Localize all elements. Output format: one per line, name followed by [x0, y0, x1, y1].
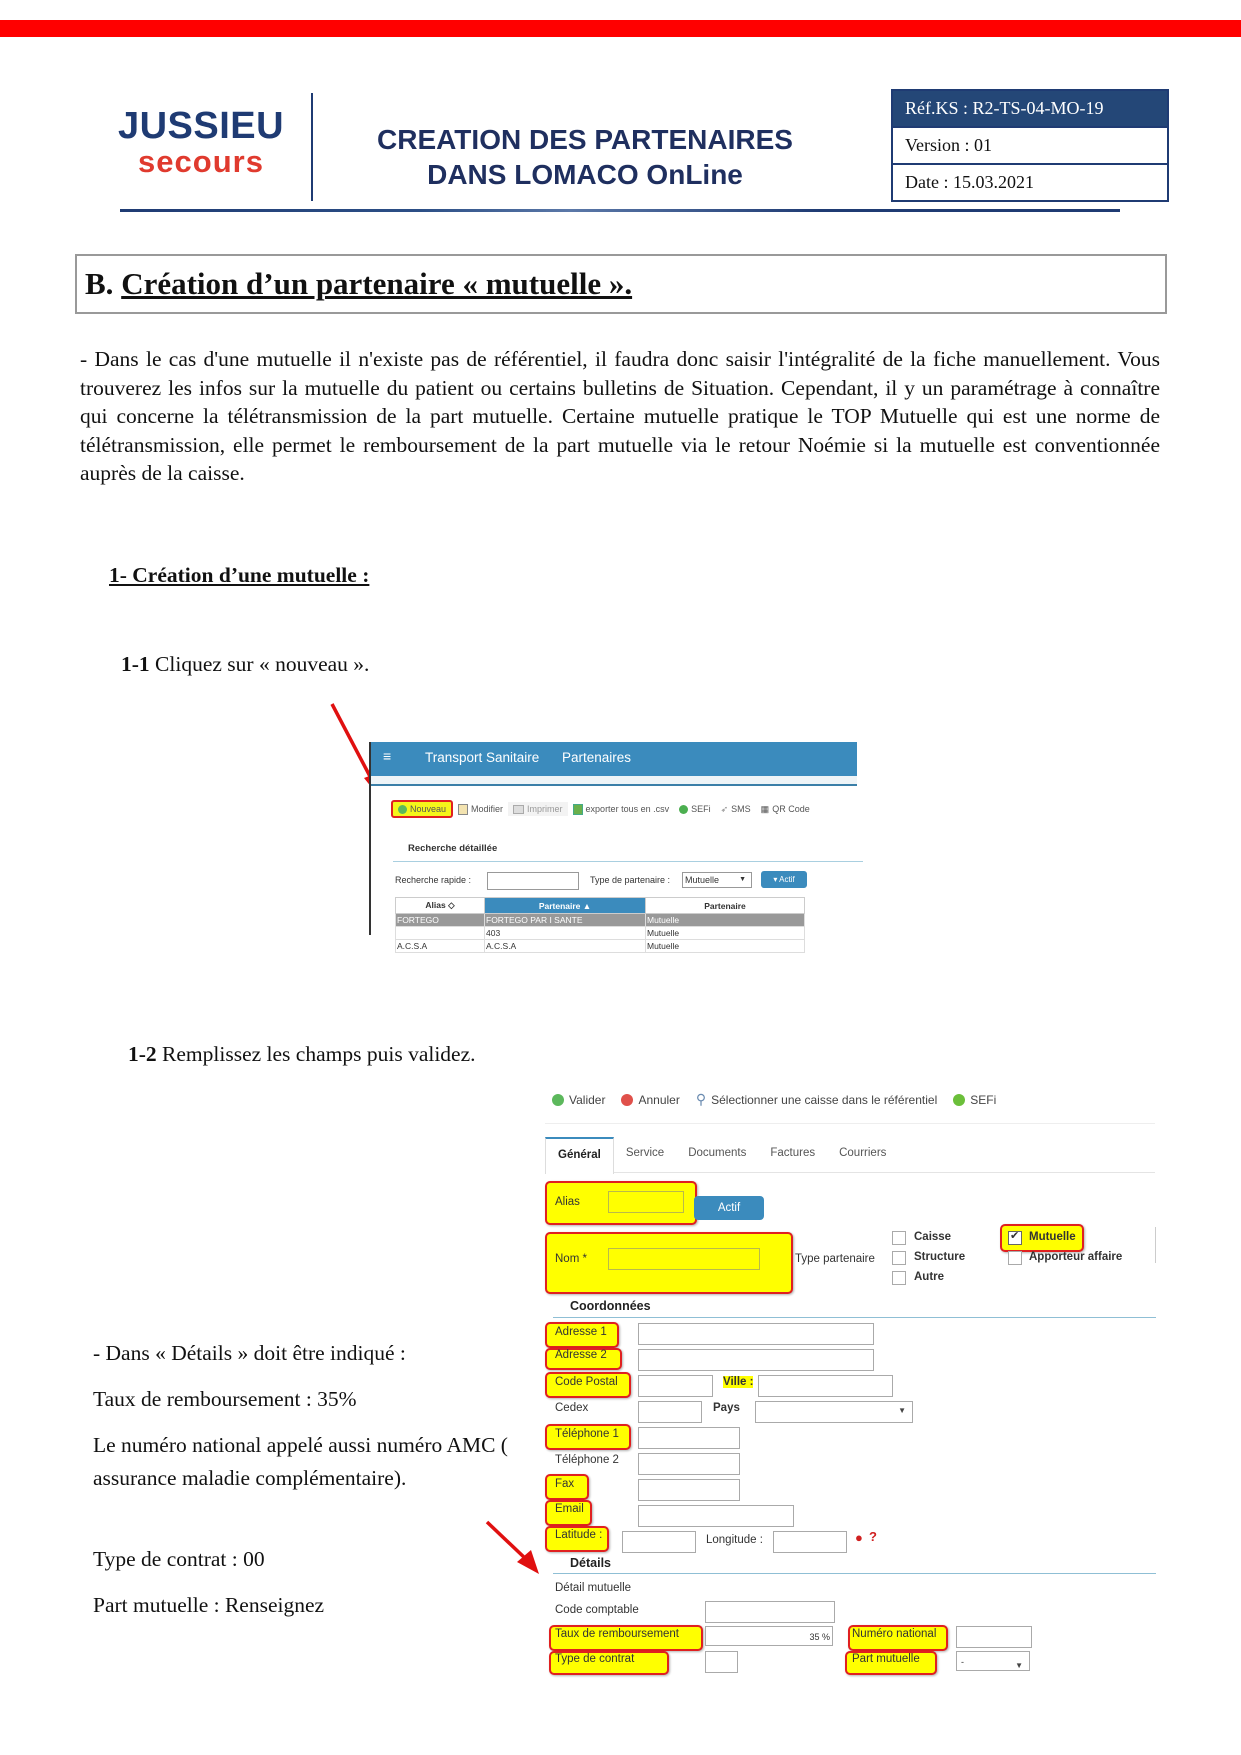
table-header-row	[396, 898, 805, 914]
cell-partenaire: A.C.S.A	[485, 940, 646, 953]
section-title-text: Création d’un partenaire « mutuelle ».	[121, 266, 633, 301]
send-icon: ➶	[720, 803, 729, 814]
print-icon	[513, 805, 524, 814]
sms-label: SMS	[731, 804, 751, 814]
table-row[interactable]	[396, 940, 805, 953]
pays-select[interactable]	[755, 1401, 913, 1423]
tab-general[interactable]: Général	[545, 1137, 614, 1174]
partners-list-screenshot	[369, 742, 857, 951]
fax-input[interactable]	[638, 1479, 740, 1501]
detailed-search-title: Recherche détaillée	[408, 843, 498, 854]
quick-search-input[interactable]	[487, 872, 579, 890]
adresse2-input[interactable]	[638, 1349, 874, 1371]
column-alias[interactable]: Alias ◇	[396, 898, 485, 914]
step-1-2	[128, 1042, 476, 1067]
logo-secours: secours	[138, 144, 264, 179]
quick-search-label: Recherche rapide :	[395, 875, 472, 885]
alias-input[interactable]	[608, 1191, 684, 1213]
details-note-numero: Le numéro national appelé aussi numéro AMC ( assurance maladie complémentaire).	[93, 1433, 508, 1490]
part-mutuelle-select[interactable]	[956, 1651, 1030, 1671]
partner-form-screenshot	[545, 1085, 1165, 1675]
tab-courriers[interactable]: Courriers	[839, 1147, 887, 1159]
document-title-line2: DANS LOMACO OnLine	[427, 159, 743, 190]
checkbox-mutuelle[interactable]	[1008, 1231, 1022, 1245]
plus-circle-icon	[552, 1094, 564, 1106]
cell-partenaire: FORTEGO PAR I SANTE	[485, 914, 646, 927]
telephone1-input[interactable]	[638, 1427, 740, 1449]
checkbox-caisse[interactable]	[892, 1231, 906, 1245]
edit-icon	[458, 804, 468, 815]
annuler-button[interactable]	[621, 1093, 679, 1107]
select-caisse-button[interactable]	[696, 1091, 937, 1108]
section-prefix: B.	[85, 266, 114, 301]
step-1-2-number: 1-2	[128, 1042, 157, 1066]
details-note-part: Part mutuelle : Renseignez	[93, 1593, 325, 1617]
nom-input[interactable]	[608, 1248, 760, 1270]
geolocate-icon[interactable]: ●	[855, 1530, 863, 1545]
details-note-intro: - Dans « Détails » doit être indiqué :	[93, 1341, 406, 1365]
taux-label: Taux de remboursement	[555, 1628, 680, 1640]
code-postal-label: Code Postal	[555, 1376, 618, 1388]
partner-type-select[interactable]	[682, 872, 752, 888]
search-title-rule	[393, 861, 863, 862]
modifier-button[interactable]	[453, 802, 508, 817]
actif-filter-button[interactable]	[761, 871, 807, 888]
step-1-1-text: Cliquez sur « nouveau ».	[149, 652, 370, 676]
nav-partenaires[interactable]: Partenaires	[562, 750, 632, 765]
form-tabs	[545, 1137, 1155, 1173]
coordonnees-rule	[553, 1317, 1156, 1318]
details-note-taux: Taux de remboursement : 35%	[93, 1387, 357, 1411]
table-row[interactable]	[396, 914, 805, 927]
type-contrat-input[interactable]	[705, 1651, 738, 1673]
cell-alias: FORTEGO	[396, 914, 485, 927]
coordonnees-title: Coordonnées	[570, 1299, 651, 1313]
structure-label: Structure	[914, 1251, 966, 1263]
cell-alias: A.C.S.A	[396, 940, 485, 953]
app-navbar	[371, 742, 857, 776]
cell-partenaire: 403	[485, 927, 646, 940]
tab-service[interactable]: Service	[625, 1147, 665, 1159]
navbar-underline	[371, 776, 857, 786]
code-comptable-label: Code comptable	[555, 1604, 639, 1616]
qr-code-label: QR Code	[772, 804, 810, 814]
nouveau-button[interactable]	[391, 800, 453, 818]
ville-input[interactable]	[758, 1375, 893, 1397]
imprimer-label: Imprimer	[527, 804, 563, 814]
ville-label: Ville :	[723, 1376, 754, 1388]
email-label: Email	[555, 1503, 584, 1515]
latitude-label: Latitude :	[555, 1529, 603, 1541]
caisse-label: Caisse	[914, 1231, 952, 1243]
tab-factures[interactable]: Factures	[770, 1147, 816, 1159]
nav-transport-sanitaire[interactable]: Transport Sanitaire	[425, 750, 540, 765]
csv-icon	[573, 804, 583, 815]
adresse1-input[interactable]	[638, 1323, 874, 1345]
table-row[interactable]	[396, 927, 805, 940]
email-input[interactable]	[638, 1505, 794, 1527]
document-title	[335, 122, 835, 192]
telephone2-input[interactable]	[638, 1453, 740, 1475]
chevron-down-icon: ▼	[1015, 1661, 1023, 1670]
adresse2-label: Adresse 2	[555, 1349, 607, 1361]
sefi-label: SEFi	[691, 804, 711, 814]
chevron-down-icon: ▾	[773, 875, 780, 884]
telephone1-label: Téléphone 1	[555, 1428, 619, 1440]
checkbox-autre[interactable]	[892, 1271, 906, 1285]
minus-circle-icon	[621, 1094, 633, 1106]
chevron-down-icon: ▼	[739, 876, 746, 883]
tab-documents[interactable]: Documents	[688, 1147, 747, 1159]
partner-type-label: Type de partenaire :	[590, 875, 671, 885]
details-note-contrat: Type de contrat : 00	[93, 1547, 265, 1571]
imprimer-button[interactable]	[508, 802, 568, 816]
chevron-down-icon: ▼	[898, 1406, 906, 1415]
menu-icon[interactable]: ≡	[383, 748, 392, 764]
sefi-button[interactable]	[674, 802, 716, 816]
section-heading-box	[75, 254, 1167, 314]
type-partenaire-label: Type partenaire	[795, 1253, 875, 1265]
form-toolbar	[552, 1091, 996, 1108]
nouveau-label: Nouveau	[410, 804, 447, 814]
taux-input[interactable]: 35 %	[705, 1626, 833, 1646]
cell-alias	[396, 927, 485, 940]
search-bar	[395, 870, 865, 890]
step-1-1	[121, 652, 369, 677]
plus-circle-icon	[398, 805, 407, 814]
autre-label: Autre	[914, 1271, 945, 1283]
search-icon: ⚲	[695, 1091, 707, 1107]
export-csv-button[interactable]	[568, 802, 675, 817]
cedex-label: Cedex	[555, 1402, 589, 1414]
nom-label: Nom *	[555, 1253, 587, 1265]
adresse1-label: Adresse 1	[555, 1326, 607, 1338]
red-arrow-icon	[483, 1518, 543, 1578]
detail-mutuelle-label: Détail mutuelle	[555, 1582, 632, 1594]
reference-code: Réf.KS : R2-TS-04-MO-19	[893, 91, 1167, 126]
telephone2-label: Téléphone 2	[555, 1454, 619, 1466]
partner-type-value: Mutuelle	[685, 875, 720, 885]
checkbox-structure[interactable]	[892, 1251, 906, 1265]
sefi-icon	[679, 805, 688, 814]
qr-code-button[interactable]	[756, 802, 815, 817]
intro-paragraph: - Dans le cas d'une mutuelle il n'existe pas de référentiel, il faudra donc saisir l'intégralité de la fiche manuellement. Vous trouverez les infos sur la mutuelle du patient ou certains bulletins de Situation. Cependant, il y un paramétrage à connaître qui concerne la télétransmission de la part mutuelle. Certaine mutuelle pratique le TOP Mutuelle qui est une norme de télétransmission, elle permet le remboursement de la part mutuelle via le retour Noémie si la mutuelle est conventionnée auprès de la caisse.	[80, 347, 1160, 485]
part-mutuelle-value: -	[961, 1657, 964, 1667]
logo-jussieu: JUSSIEU	[117, 105, 285, 147]
annuler-label: Annuler	[638, 1092, 680, 1107]
pays-label: Pays	[713, 1402, 740, 1414]
column-partenaire-sorted[interactable]: Partenaire ▲	[485, 898, 646, 914]
cedex-input[interactable]	[638, 1401, 702, 1423]
mutuelle-label: Mutuelle	[1029, 1231, 1076, 1243]
code-postal-input[interactable]	[638, 1375, 713, 1397]
export-csv-label: exporter tous en .csv	[585, 804, 670, 814]
subsection-title: 1- Création d’une mutuelle :	[109, 563, 370, 587]
longitude-label: Longitude :	[706, 1534, 763, 1546]
section-title	[85, 264, 632, 304]
numero-national-label: Numéro national	[852, 1628, 937, 1640]
qr-code-icon: ▦	[760, 803, 770, 814]
numero-national-input[interactable]	[956, 1626, 1032, 1648]
cell-type: Mutuelle	[646, 927, 805, 940]
modifier-label: Modifier	[471, 804, 504, 814]
checkbox-apporteur-affaire[interactable]	[1008, 1251, 1022, 1265]
alias-label: Alias	[555, 1196, 580, 1208]
column-partenaire-type[interactable]: Partenaire	[646, 898, 805, 914]
help-icon[interactable]: ?	[869, 1529, 877, 1544]
version: Version : 01	[893, 126, 1167, 163]
apporteur-affaire-label: Apporteur affaire	[1029, 1251, 1123, 1263]
longitude-input[interactable]	[773, 1531, 847, 1553]
code-comptable-input[interactable]	[705, 1601, 835, 1623]
part-mutuelle-label: Part mutuelle	[852, 1653, 920, 1665]
partners-toolbar	[391, 798, 815, 820]
partners-table	[395, 897, 805, 953]
sefi-button[interactable]	[953, 1093, 996, 1107]
top-red-bar	[0, 20, 1241, 37]
valider-label: Valider	[569, 1092, 606, 1107]
cell-type: Mutuelle	[646, 914, 805, 927]
fax-label: Fax	[555, 1478, 575, 1490]
actif-button[interactable]: Actif	[694, 1196, 764, 1220]
step-1-2-text: Remplissez les champs puis validez.	[156, 1042, 476, 1066]
latitude-input[interactable]	[622, 1531, 696, 1553]
select-caisse-label: Sélectionner une caisse dans le référentiel	[711, 1092, 938, 1107]
sefi-icon	[953, 1094, 965, 1106]
column-divider	[1155, 1227, 1156, 1263]
cell-type: Mutuelle	[646, 940, 805, 953]
type-contrat-label: Type de contrat	[555, 1653, 635, 1665]
header-rule	[120, 209, 1120, 212]
reference-box	[891, 89, 1169, 202]
step-1-1-number: 1-1	[121, 652, 150, 676]
details-title: Détails	[570, 1556, 611, 1570]
date: Date : 15.03.2021	[893, 163, 1167, 200]
document-title-line1: CREATION DES PARTENAIRES	[377, 124, 793, 155]
sms-button[interactable]	[716, 802, 756, 817]
sefi-label: SEFi	[970, 1092, 997, 1107]
header-divider	[311, 93, 313, 201]
toolbar-separator	[545, 1123, 1155, 1124]
actif-label: Actif	[779, 875, 795, 884]
details-rule	[553, 1573, 1156, 1574]
valider-button[interactable]	[552, 1093, 605, 1107]
